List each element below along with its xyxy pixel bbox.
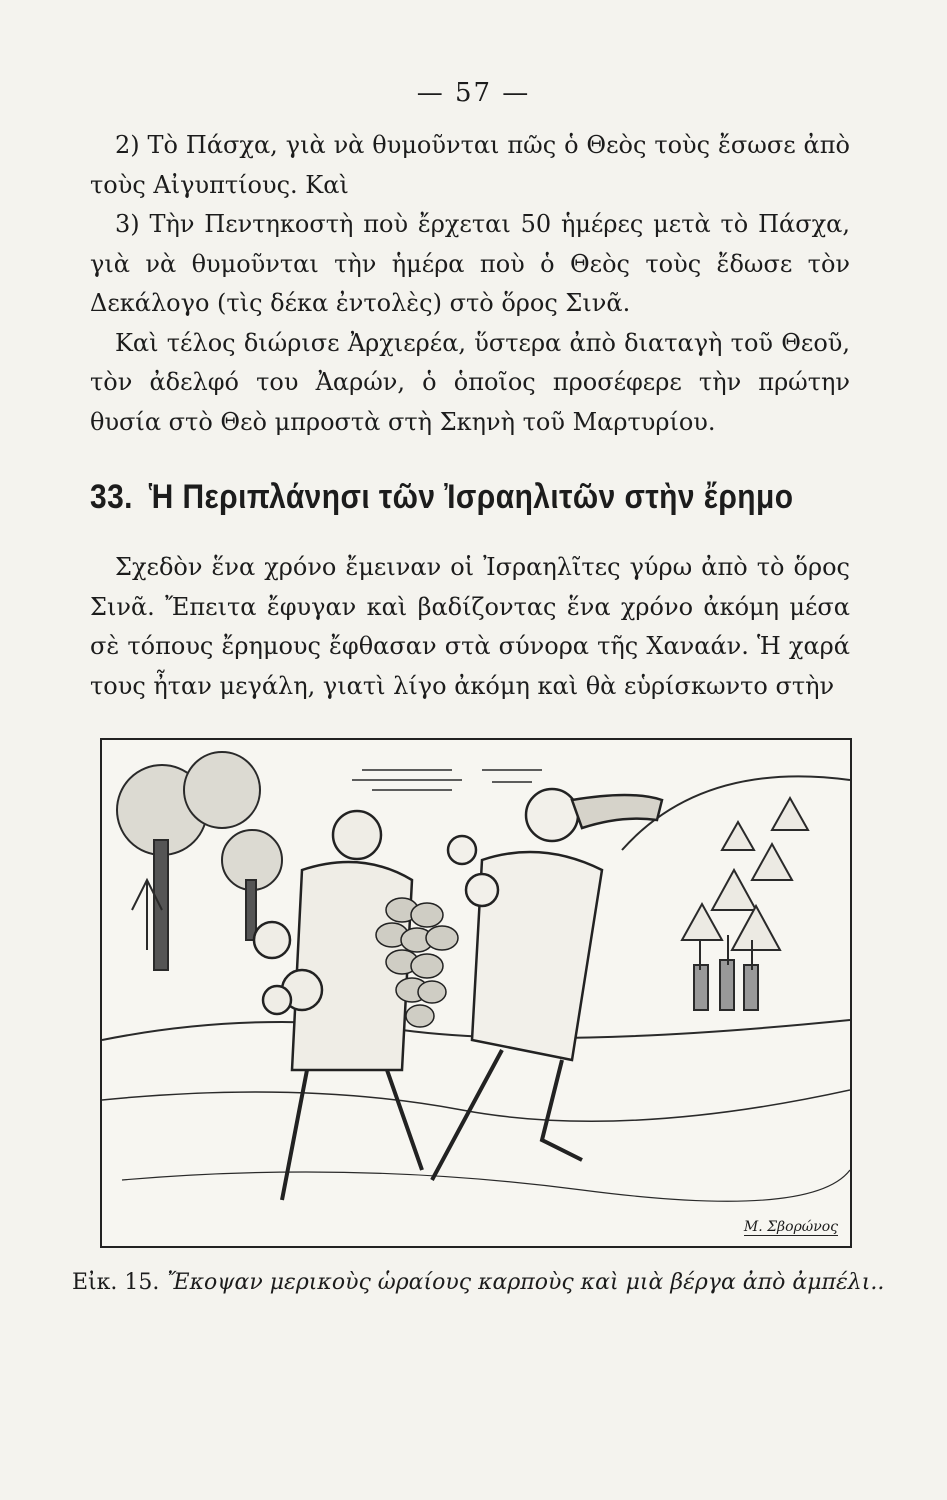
- figure-illustration: [100, 738, 852, 1248]
- tents-group: [682, 798, 808, 950]
- paragraph-high-priest: Καὶ τέλος διώρισε Ἀρχιερέα, ὕστερα ἀπὸ διαταγὴ τοῦ Θεοῦ, τὸν ἀδελφό του Ἀαρών, ὁ ὁποῖος προσέφερε τὴν πρώτην θυσία στὸ Θεὸ μπροστὰ στὴ Σκηνὴ τοῦ Μαρτυρίου.: [90, 328, 850, 436]
- caption-text: Ἔκοψαν μερικοὺς ὡραίους καρποὺς καὶ μιὰ βέργα ἀπὸ ἀμπέλι..: [167, 1270, 885, 1295]
- figure-caption: [72, 1270, 885, 1295]
- section-text-block: [90, 548, 850, 706]
- section-number: 33.: [90, 478, 133, 516]
- paragraph-pentecost: 3) Τὴν Πεντηκοστὴ ποὺ ἔρχεται 50 ἡμέρες μετὰ τὸ Πάσχα, γιὰ νὰ θυμοῦνται τὴν ἡμέρα ποὺ ὁ Θεὸς τοὺς ἔδωσε τὸν Δεκάλογο (τὶς δέκα ἐντολὲς) στὸ ὅρος Σινᾶ.: [90, 210, 850, 317]
- top-text-block: [90, 126, 850, 442]
- section-paragraph: Σχεδὸν ἕνα χρόνο ἔμειναν οἱ Ἰσραηλῖτες γύρω ἀπὸ τὸ ὅρος Σινᾶ. Ἔπειτα ἔφυγαν καὶ βαδίζοντας ἕνα χρόνο ἀκόμη μέσα σὲ τόπους ἔρημους ἔφθασαν στὰ σύνορα τῆς Χαναάν. Ἡ χαρά τους ἦταν μεγάλη, γιατὶ λίγο ἀκόμη καὶ θὰ εὑρίσκωντο στὴν: [90, 553, 850, 700]
- cloud-lines: [352, 770, 542, 790]
- artist-signature: Μ. Σβορώνος: [743, 1219, 838, 1235]
- section-title: Ἡ Περιπλάνησι τῶν Ἰσραηλιτῶν στὴν ἔρημο: [148, 478, 794, 516]
- caption-label: Εἰκ. 15.: [72, 1270, 160, 1295]
- illustration-drawing: [102, 740, 850, 1246]
- section-heading: [90, 478, 794, 517]
- young-man-drinking: [432, 789, 662, 1180]
- page-number: — 57 —: [416, 78, 531, 108]
- paragraph-pascha: 2) Τὸ Πάσχα, γιὰ νὰ θυμοῦνται πῶς ὁ Θεὸς τοὺς ἔσωσε ἀπὸ τοὺς Αἰγυπτίους. Καὶ: [90, 131, 850, 199]
